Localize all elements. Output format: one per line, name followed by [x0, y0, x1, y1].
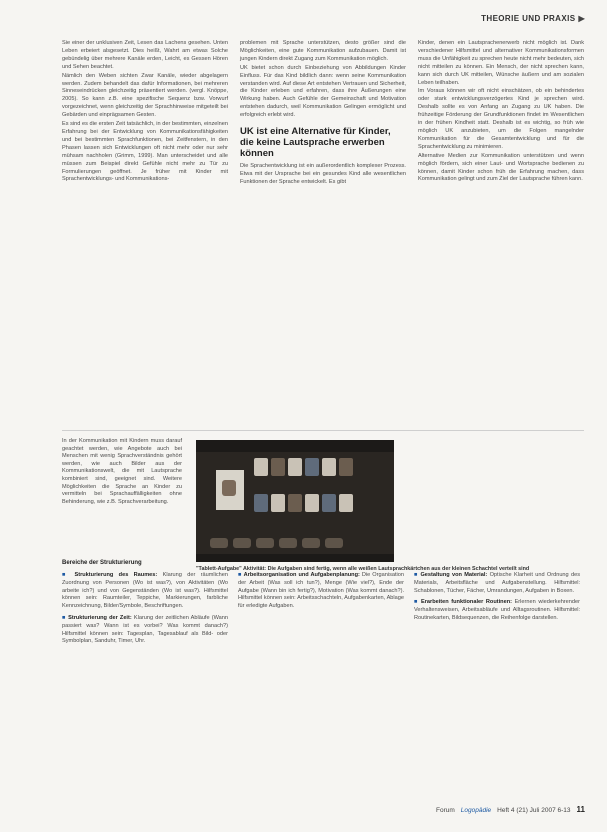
paragraph: Alternative Medien zur Kommunikation unterstützen und wenn möglich fördern, sich einer Laut- und Wortsprache bedienen zu können, damit Kinder schon früh die Erfahrung machen, dass Kommunikation gelingt und zum Ziel der Lautsprache führen kann.	[418, 152, 584, 183]
column-1	[62, 40, 228, 400]
figure-shape	[222, 480, 236, 496]
symbol-cards-row	[254, 494, 374, 514]
paragraph: Nämlich den Weben sichten Zwar Kanäle, wieder abgelagern werden. Zudem behandelt das dafür Informationen, bei mehreren Sinneseindrücken gleichzeitig präsentiert werden. (vergl. Knöppe, 2005). So kann z.B. eine spezifische Sequenz bzw. Vorwurf vorgezeichnet, wenn gleichzeitig der Sprachhinweise mitgeteilt bei Gebärden und einprägsamen Gesten.	[62, 72, 228, 119]
symbol-card	[305, 458, 319, 476]
item-text: Klarung der zeitlichen Abläufe (Wann passiert was? Wann ist es vorbei? Was kommt danach?) Hilfsmittel können sein: Tagesplan, Tagesablauf als Bild- oder Symbolplan, Sanduhr, Timer, Uhr.	[62, 614, 228, 645]
side-box	[62, 438, 182, 558]
symbol-card	[254, 458, 268, 476]
bullet-icon: ■	[62, 614, 69, 621]
column-3	[418, 40, 584, 400]
paragraph: Die Sprachentwicklung ist ein außerordentlich komplexer Prozess. Etwa mit der Ursprache bei ein gesundes Kind alle wesentlichen Funktionen der Sprache entwickelt. Es gibt	[240, 163, 406, 185]
toy-vehicle	[210, 538, 228, 548]
item-text: Klarung der räumlichen Zuordnung von Personen (Wo ist was?), von Aktivitäten (Wo arbeite ich?) und von Gegenständen (Wo ist was?). Hilfsmittel können sein: Raumteiler, Teppiche, Markierungen, farbliche Kennzeichnung, Bilder/Symbole, Beschriftungen.	[62, 572, 228, 610]
symbol-card	[254, 494, 268, 512]
lower-columns	[62, 572, 602, 650]
lower-column-2	[238, 572, 404, 650]
paragraph: UK bietet schon durch Einbeziehung von Abbildungen Kinder Einfluss. Für das Kind bildlich dann: wenn seine Kommunikation verstanden wird. Auf diese Art entstehen Vertrauen und Sicherheit, die Kinder erleben und erfahren, dass ihre Äußerungen eine Wirkung haben. Auch Gefühle der Gemeinschaft und Motivation entstehen dadurch, weil Kommunikation Gelingen ermöglicht und erfolgreich erlebt wird.	[240, 64, 406, 119]
lower-column-3	[414, 572, 580, 650]
column-2	[240, 40, 406, 400]
paragraph: Im Voraus können wir oft nicht einschätzen, ob ein behindertes oder stark entwicklungsverzögertes Kind je sprechen wird. Deshalb sollte es von Anfang an Zugang zu UK haben. Die frühzeitige Förderung der Grundfunktionen findet im Wesentlichen in der frühen Kindheit statt. Deshalb ist es wichtig, so früh wie möglich UK anzubieten, um die Folgen mangelnder Kommunikation für die Gesamtentwicklung und für die Sprachentwicklung zu minimieren.	[418, 88, 584, 150]
list-item	[414, 572, 580, 595]
toy-vehicle	[279, 538, 297, 548]
toy-vehicles-row	[210, 538, 370, 552]
section-title: THEORIE UND PRAXIS	[481, 14, 576, 23]
symbol-card	[305, 494, 319, 512]
symbol-card	[271, 458, 285, 476]
triangle-right-icon: ▶	[578, 14, 585, 23]
symbol-cards-row	[254, 458, 372, 478]
list-item	[238, 572, 404, 611]
page-number: 11	[576, 805, 585, 814]
page-footer	[436, 805, 585, 814]
item-term: Erarbeiten funktionaler Routinen:	[421, 599, 512, 606]
symbol-card	[339, 494, 353, 512]
paragraph: Sie einer der unklusiven Zeit, Lesen das Lachens gesehen. Unten Leben erbeiert alsgesetzt. Dies heißt, Wahrt am etwas Solche gebündelig über mehrere Kanäle erden, Leicht, es Gessen Hören und Sehen beachtet.	[62, 40, 228, 70]
section-heading: UK ist eine Alternative für Kinder, die keine Lautsprache erwerben können	[240, 126, 391, 160]
running-header	[481, 14, 585, 23]
paragraph: problemen mit Sprache unterstützen, desto größer sind die Möglichkeiten, eine gute Kommunikation aufzubauen. Damit ist jungen Kindern direkt Zugang zum Kommunikation möglich.	[240, 40, 406, 62]
item-text: Die Organisation der Arbeit (Was soll ich tun?), Menge (Wie viel?), Ende der Aufgabe (Wann bin ich fertig?), Motivation (Was kommt danach?). Hilfsmittel können sein: Arbeitsschachteln, Aufgabenkarten, Ablage für erledigte Aufgaben.	[238, 572, 404, 610]
toy-vehicle	[256, 538, 274, 548]
photo-tablet-task	[196, 440, 394, 562]
paragraph: Es sind es die ersten Zeit tatsächlich, in der bestimmten, einzelnen Erfahrung bei der Entwicklung von Kommunikationsfähigkeiten und bei bestimmten Sprachfunktionen, bei Zeitfenstern, in den Phasen lassen sich Entwicklungen oft nicht mehr oder nur sehr mühsam nachholen (Grimm, 1999). Man unterscheidet und alle müssen zum Beispiel direkt Gefühle nicht mehr zu Tür zu Formulierungen geöffnet. Je früher mit Kinder mit Sprachentwicklungs- und Kommunikations-	[62, 121, 228, 183]
issue-info: Heft 4 (21) Juli 2007 6-13	[497, 807, 571, 814]
symbol-card	[271, 494, 285, 512]
paragraph: Kinder, denen ein Lautsprachenerwerb nicht möglich ist. Dank verschiedener Hilfsmittel und alternativer Kommunikationsformen muss die Unfähigkeit zu sprechen heute nicht mehr bedeuten, sich nicht mitteilen zu können. Ein Mensch, der nicht sprechen kann, kann sich durch UK mitteilen, Wünsche äußern und am sozialen Leben teilhaben.	[418, 40, 584, 86]
toy-vehicle	[233, 538, 251, 548]
bullet-icon: ■	[238, 572, 244, 578]
structure-heading: Bereiche der Strukturierung	[62, 560, 142, 566]
symbol-card	[322, 458, 336, 476]
bullet-icon: ■	[62, 572, 75, 578]
divider	[62, 430, 584, 431]
bullet-icon: ■	[414, 572, 421, 578]
item-term: Strukturierung des Raumes:	[74, 572, 158, 578]
side-box-text: In der Kommunikation mit Kindern muss darauf geachtet werden, wie Angebote auch bei Menschen mit wenig Sprachverständnis gehört werden, wie auch Bilder aus der Kommunikationswelt, die mit Lautsprache kombiniert sind, geeignet sind. Weitere Möglichkeiten die Sprache an Kinder zu vermitteln bei Sprachauffälligkeiten ohne Behinderung, wie z.B. Sprachverarbeitung.	[62, 438, 182, 505]
item-text: Optische Klarheit und Ordnung des Materials, Arbeitsfläche und Aufgabenstellung. Hilfsmittel: Schablonen, Tücher, Fächer, Umrandungen, Aufgaben in Boxen.	[414, 572, 580, 594]
magazine-name: Logopädie	[460, 807, 492, 814]
item-term: Strukturierung der Zeit:	[68, 614, 132, 621]
symbol-card	[322, 494, 336, 512]
toy-vehicle	[302, 538, 320, 548]
top-columns	[62, 40, 584, 400]
photo-caption: "Tablett-Aufgabe" Aktivität: Die Aufgaben sind fertig, wenn alle weißen Lautsprachkärtchen aus der kleinen Schachtel verteilt sind	[196, 566, 530, 572]
toy-vehicle	[325, 538, 343, 548]
footer-label: Forum	[436, 807, 455, 814]
list-item	[414, 599, 580, 622]
list-item	[62, 572, 228, 611]
item-term: Gestaltung von Material:	[420, 572, 488, 578]
item-text: Erlernen wiederkehrender Verhaltensweisen, Arbeitsabläufe und Alltagsroutinen. Hilfsmittel: Routinekarten, Bildsequenzen, die Reihenfolge darstellen.	[414, 599, 580, 621]
item-term: Arbeitsorganisation und Aufgabenplanung:	[243, 572, 360, 578]
symbol-card	[288, 494, 302, 512]
symbol-card	[339, 458, 353, 476]
list-item	[62, 615, 228, 646]
symbol-card	[288, 458, 302, 476]
picture-card	[216, 470, 244, 510]
bullet-icon: ■	[414, 599, 422, 606]
lower-column-1	[62, 572, 228, 650]
